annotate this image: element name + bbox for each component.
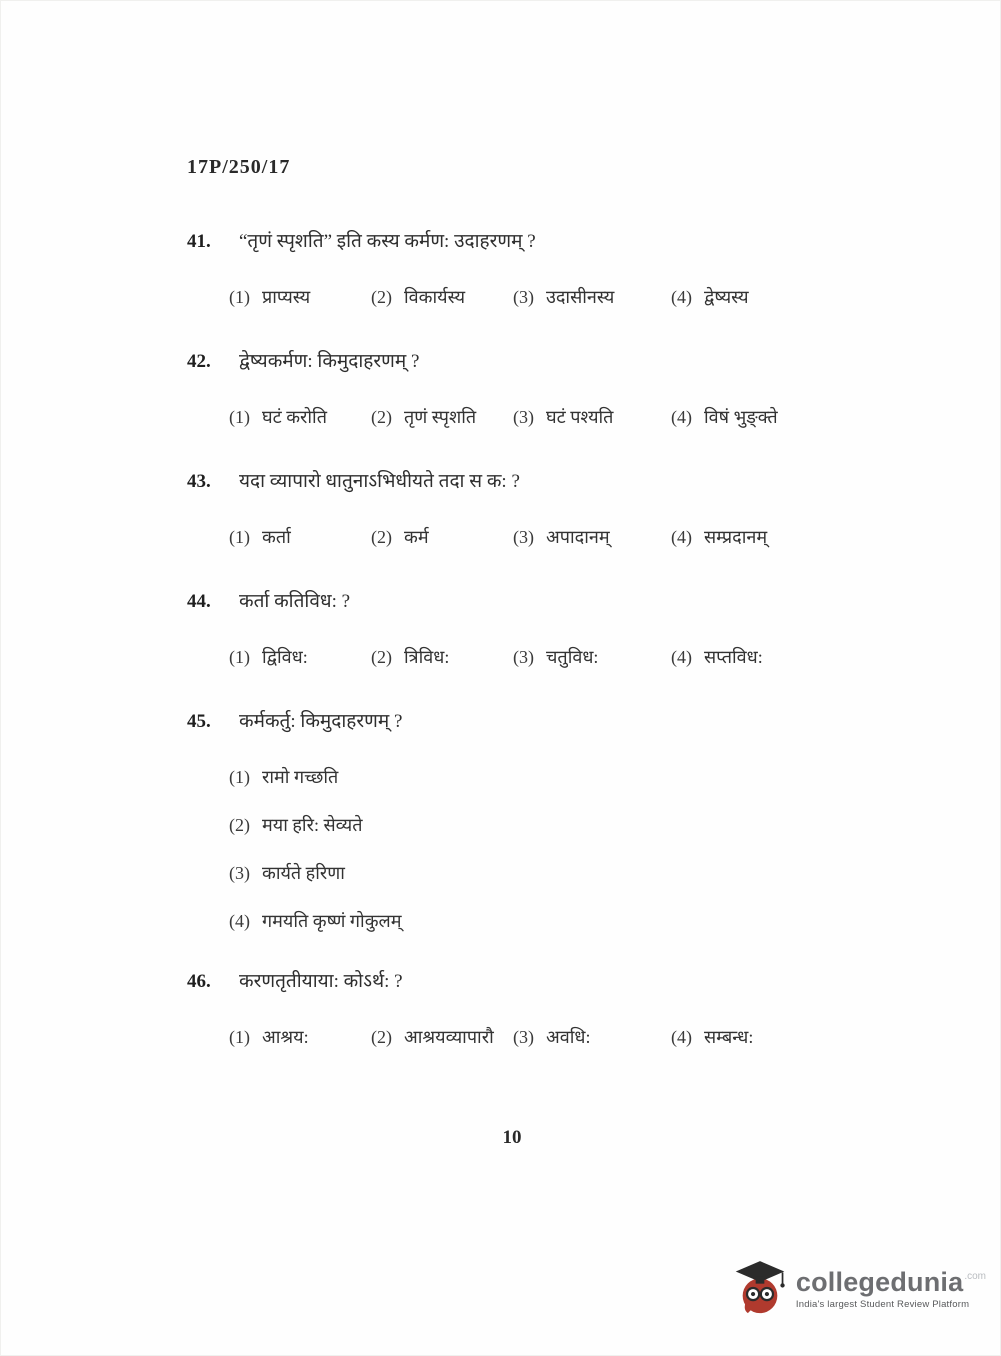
question-text: यदा व्यापारो धातुनाऽभिधीयते तदा स क: ?	[239, 471, 520, 492]
option-text: तृणं स्पृशति	[404, 407, 477, 427]
option-text: घटं करोति	[262, 407, 327, 427]
question-text: द्वेष्यकर्मण: किमुदाहरणम् ?	[239, 351, 420, 372]
option	[371, 1025, 513, 1049]
option	[371, 285, 513, 309]
option	[229, 861, 837, 885]
question-42	[187, 349, 837, 429]
option	[513, 1025, 671, 1049]
question-text: कर्मकर्तु: किमुदाहरणम् ?	[239, 711, 403, 732]
option	[671, 525, 837, 549]
option-text: आश्रय:	[262, 1027, 309, 1047]
page-number: 10	[502, 1127, 522, 1148]
option-label: (3)	[513, 407, 534, 427]
option-text: विकार्यस्य	[404, 287, 466, 307]
option	[671, 405, 837, 429]
options-row	[187, 1025, 837, 1049]
option-text: विषं भुङ्क्ते	[704, 407, 778, 427]
option	[671, 285, 837, 309]
option-label: (4)	[229, 911, 250, 931]
option-label: (1)	[229, 767, 250, 787]
options-row	[187, 645, 837, 669]
option-text: उदासीनस्य	[546, 287, 615, 307]
questions-section	[187, 229, 837, 1149]
option-text: त्रिविध:	[404, 647, 450, 667]
option	[671, 645, 837, 669]
option-label: (3)	[229, 863, 250, 883]
option-label: (2)	[371, 1027, 392, 1047]
question-number: 42.	[187, 351, 211, 372]
option	[513, 285, 671, 309]
option-text: कर्म	[404, 527, 429, 547]
question-number: 41.	[187, 231, 211, 252]
option-label: (1)	[229, 407, 250, 427]
option	[671, 1025, 837, 1049]
options-row	[187, 525, 837, 549]
option	[513, 525, 671, 549]
option	[371, 525, 513, 549]
option-label: (2)	[371, 647, 392, 667]
question-45	[187, 709, 837, 933]
option-label: (4)	[671, 527, 692, 547]
logo-suffix-text: .com	[964, 1270, 986, 1282]
option-text: कर्ता	[262, 527, 291, 547]
option	[371, 405, 513, 429]
option	[229, 405, 371, 429]
option	[229, 813, 837, 837]
option-label: (2)	[371, 407, 392, 427]
option-text: मया हरि: सेव्यते	[262, 815, 363, 835]
paper-code: 17P/250/17	[187, 156, 291, 178]
option-text: द्विविध:	[262, 647, 308, 667]
option-label: (4)	[671, 647, 692, 667]
option-label: (4)	[671, 287, 692, 307]
question-text: “तृणं स्पृशति” इति कस्य कर्मण: उदाहरणम् ?	[239, 231, 536, 252]
option-text: आश्रयव्यापारौ	[404, 1027, 494, 1047]
option-label: (2)	[371, 287, 392, 307]
question-46	[187, 969, 837, 1049]
graduate-mascot-icon	[734, 1259, 786, 1317]
option	[229, 765, 837, 789]
option-label: (1)	[229, 287, 250, 307]
option-text: द्वेष्यस्य	[704, 287, 749, 307]
option-text: अवधि:	[546, 1027, 591, 1047]
option-label: (4)	[671, 1027, 692, 1047]
option	[229, 1025, 371, 1049]
question-41	[187, 229, 837, 309]
option-label: (3)	[513, 647, 534, 667]
option	[229, 285, 371, 309]
option-label: (1)	[229, 1027, 250, 1047]
option	[229, 645, 371, 669]
option	[513, 405, 671, 429]
option-label: (1)	[229, 647, 250, 667]
option	[229, 909, 837, 933]
option-text: रामो गच्छति	[262, 767, 339, 787]
question-text: करणतृतीयाया: कोऽर्थ: ?	[239, 971, 403, 992]
option-text: अपादानम्	[546, 527, 610, 547]
option	[513, 645, 671, 669]
option-label: (3)	[513, 527, 534, 547]
option-text: सप्तविध:	[704, 647, 763, 667]
option-text: गमयति कृष्णं गोकुलम्	[262, 911, 402, 931]
options-stack	[187, 765, 837, 933]
question-text: कर्ता कतिविध: ?	[239, 591, 351, 612]
logo-tagline: India's largest Student Review Platform	[795, 1298, 970, 1310]
option-label: (3)	[513, 287, 534, 307]
option	[371, 645, 513, 669]
option-text: चतुविध:	[546, 647, 599, 667]
option	[229, 525, 371, 549]
question-43	[187, 469, 837, 549]
question-number: 45.	[187, 711, 211, 732]
question-number: 46.	[187, 971, 211, 992]
logo-brand-text: collegedunia	[795, 1266, 964, 1297]
option-label: (1)	[229, 527, 250, 547]
option-text: प्राप्यस्य	[262, 287, 311, 307]
question-number: 44.	[187, 591, 211, 612]
options-row	[187, 285, 837, 309]
option-text: सम्प्रदानम्	[704, 527, 768, 547]
option-label: (2)	[371, 527, 392, 547]
option-text: घटं पश्यति	[546, 407, 614, 427]
option-text: कार्यते हरिणा	[262, 863, 345, 883]
option-label: (3)	[513, 1027, 534, 1047]
question-number: 43.	[187, 471, 211, 492]
option-label: (4)	[671, 407, 692, 427]
collegedunia-logo	[734, 1259, 986, 1317]
option-label: (2)	[229, 815, 250, 835]
options-row	[187, 405, 837, 429]
option-text: सम्बन्ध:	[704, 1027, 754, 1047]
question-44	[187, 589, 837, 669]
